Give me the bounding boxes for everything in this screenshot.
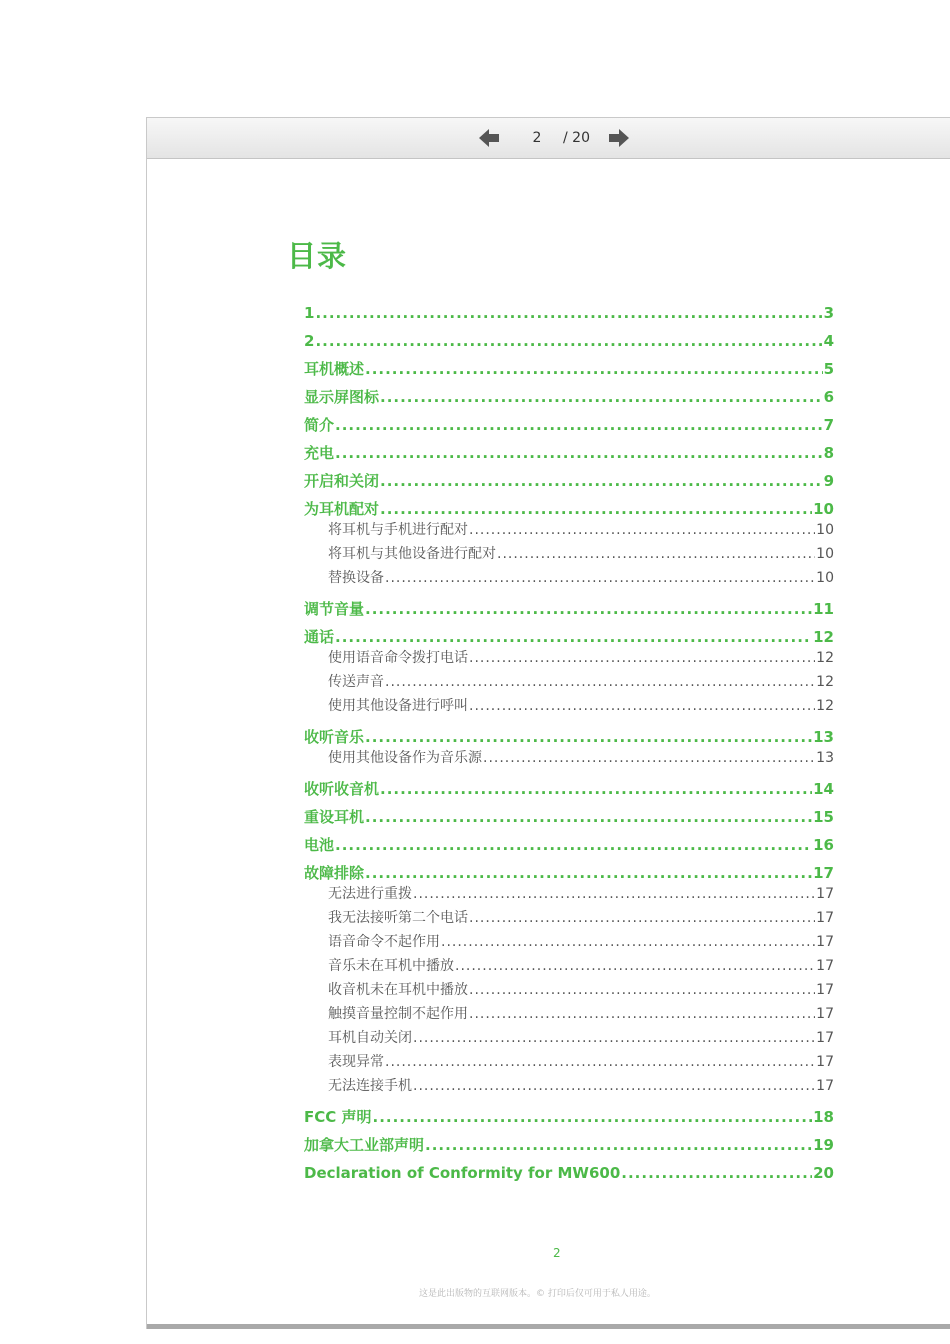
toc-entry[interactable]	[304, 1108, 834, 1126]
toc-dot-leader	[335, 836, 812, 854]
toc-subentry[interactable]	[304, 882, 834, 906]
toc-dot-leader	[483, 746, 815, 770]
toc-dot-leader	[365, 864, 812, 882]
toc-entry-label: 简介	[304, 416, 335, 434]
toc-entry-label: FCC 声明	[304, 1108, 372, 1126]
toc-dot-leader	[365, 360, 823, 378]
toc-entry-page: 9	[823, 472, 834, 490]
toc-entry-label: 触摸音量控制不起作用	[328, 1006, 468, 1022]
document-viewer	[146, 117, 950, 1329]
toc-dot-leader	[455, 954, 815, 978]
toc-entry-label: 收听音乐	[304, 728, 365, 746]
toc-dot-leader	[365, 808, 812, 826]
next-page-button[interactable]	[609, 129, 629, 147]
toc-entry-label: 音乐未在耳机中播放	[328, 958, 454, 974]
toc-dot-leader	[335, 416, 823, 434]
toc-entry-page: 3	[823, 304, 834, 322]
previous-page-button[interactable]	[479, 129, 499, 147]
toc-entry-label: Declaration of Conformity for MW600	[304, 1164, 621, 1182]
toc-entry-label: 重设耳机	[304, 808, 365, 826]
toc-entry-page: 17	[816, 1006, 834, 1022]
toc-dot-leader	[380, 388, 823, 406]
toc-entry-label: 表现异常	[328, 1054, 384, 1070]
toc-entry-label: 使用语音命令拨打电话	[328, 650, 468, 666]
toc-entry-label: 收音机未在耳机中播放	[328, 982, 468, 998]
toc-dot-leader	[315, 304, 822, 322]
toc-entry-page: 10	[816, 522, 834, 538]
footer-notice: 这是此出版物的互联网版本。© 打印后仅可用于私人用途。	[419, 1289, 656, 1299]
toc-entry-label: 耳机概述	[304, 360, 365, 378]
viewer-bottom-border	[147, 1324, 950, 1329]
toc-entry-page: 17	[816, 934, 834, 950]
toc-entry-label: 2	[304, 332, 315, 350]
toc-entry-page: 12	[816, 674, 834, 690]
toc-dot-leader	[469, 694, 815, 718]
toc-entry[interactable]	[304, 628, 834, 646]
toc-subentry[interactable]	[304, 670, 834, 694]
toc-entry-label: 充电	[304, 444, 335, 462]
toc-subentry[interactable]	[304, 1002, 834, 1026]
toc-dot-leader	[425, 1136, 812, 1154]
toc-entry[interactable]	[304, 332, 834, 350]
toc-entry-label: 耳机自动关闭	[328, 1030, 412, 1046]
toc-entry-label: 电池	[304, 836, 335, 854]
toc-entry-page: 15	[813, 808, 834, 826]
toc-entry[interactable]	[304, 836, 834, 854]
toc-entry-page: 13	[813, 728, 834, 746]
toc-entry[interactable]	[304, 304, 834, 322]
toc-entry-label: 将耳机与其他设备进行配对	[328, 546, 496, 562]
toc-subentry[interactable]	[304, 566, 834, 590]
toc-dot-leader	[380, 472, 823, 490]
toc-dot-leader	[621, 1164, 812, 1182]
toc-entry[interactable]	[304, 388, 834, 406]
toc-dot-leader	[441, 930, 815, 954]
toc-entry[interactable]	[304, 808, 834, 826]
page-number: 2	[553, 1246, 561, 1260]
toc-entry-label: 我无法接听第二个电话	[328, 910, 468, 926]
toc-entry-label: 为耳机配对	[304, 500, 380, 518]
toc-entry-page: 8	[823, 444, 834, 462]
toc-entry[interactable]	[304, 500, 834, 518]
toc-subentry[interactable]	[304, 906, 834, 930]
toc-dot-leader	[469, 1002, 815, 1026]
toc-dot-leader	[413, 882, 815, 906]
toc-entry-page: 12	[816, 698, 834, 714]
toc-entry[interactable]	[304, 416, 834, 434]
toc-entry-page: 4	[823, 332, 834, 350]
toc-entry-page: 5	[823, 360, 834, 378]
toc-dot-leader	[469, 518, 815, 542]
total-pages: / 20	[563, 130, 590, 146]
toc-entry-label: 传送声音	[328, 674, 384, 690]
page-navigation-toolbar	[147, 118, 950, 159]
toc-subentry[interactable]	[304, 1074, 834, 1098]
toc-entry-label: 显示屏图标	[304, 388, 380, 406]
toc-dot-leader	[413, 1074, 815, 1098]
toc-dot-leader	[380, 780, 812, 798]
toc-entry-label: 无法进行重拨	[328, 886, 412, 902]
toc-entry-page: 10	[816, 546, 834, 562]
toc-entry-label: 替换设备	[328, 570, 384, 586]
toc-dot-leader	[469, 978, 815, 1002]
toc-dot-leader	[335, 628, 812, 646]
arrow-left-icon	[479, 129, 499, 147]
toc-entry[interactable]	[304, 1136, 834, 1154]
toc-entry-page: 6	[823, 388, 834, 406]
toc-dot-leader	[380, 500, 812, 518]
toc-entry-page: 17	[816, 1054, 834, 1070]
toc-entry[interactable]	[304, 472, 834, 490]
toc-dot-leader	[315, 332, 822, 350]
toc-subentry[interactable]	[304, 694, 834, 718]
toc-dot-leader	[335, 444, 823, 462]
toc-entry-label: 故障排除	[304, 864, 365, 882]
toc-dot-leader	[413, 1026, 815, 1050]
toc-entry-page: 17	[813, 864, 834, 882]
toc-entry-page: 17	[816, 1030, 834, 1046]
toc-entry-page: 17	[816, 1078, 834, 1094]
toc-entry-label: 语音命令不起作用	[328, 934, 440, 950]
toc-entry-page: 18	[813, 1108, 834, 1126]
toc-dot-leader	[365, 728, 812, 746]
toc-entry-page: 17	[816, 886, 834, 902]
toc-entry-page: 10	[816, 570, 834, 586]
toc-entry[interactable]	[304, 864, 834, 882]
toc-entry-page: 17	[816, 982, 834, 998]
toc-entry-label: 使用其他设备作为音乐源	[328, 750, 482, 766]
toc-subentry[interactable]	[304, 518, 834, 542]
toc-subentry[interactable]	[304, 542, 834, 566]
toc-entry-label: 将耳机与手机进行配对	[328, 522, 468, 538]
toc-entry-page: 20	[813, 1164, 834, 1182]
toc-dot-leader	[365, 600, 812, 618]
toc-entry-label: 收听收音机	[304, 780, 380, 798]
toc-entry-page: 12	[813, 628, 834, 646]
toc-entry[interactable]	[304, 728, 834, 746]
toc-entry[interactable]	[304, 1164, 834, 1182]
toc-entry-page: 10	[813, 500, 834, 518]
toc-dot-leader	[469, 906, 815, 930]
toc-entry-label: 无法连接手机	[328, 1078, 412, 1094]
arrow-right-icon	[609, 129, 629, 147]
toc-entry-page: 14	[813, 780, 834, 798]
toc-dot-leader	[497, 542, 815, 566]
toc-entry[interactable]	[304, 360, 834, 378]
toc-subentry[interactable]	[304, 646, 834, 670]
toc-subentry[interactable]	[304, 1050, 834, 1074]
toc-entry-page: 17	[816, 910, 834, 926]
toc-entry-label: 使用其他设备进行呼叫	[328, 698, 468, 714]
toc-subentry[interactable]	[304, 1026, 834, 1050]
toc-subentry[interactable]	[304, 930, 834, 954]
toc-entry-page: 17	[816, 958, 834, 974]
toc-dot-leader	[469, 646, 815, 670]
toc-subentry[interactable]	[304, 746, 834, 770]
toc-entry[interactable]	[304, 444, 834, 462]
toc-dot-leader	[385, 1050, 815, 1074]
toc-entry-page: 16	[813, 836, 834, 854]
toc-entry-label: 1	[304, 304, 315, 322]
toc-entry-page: 19	[813, 1136, 834, 1154]
table-of-contents	[304, 304, 834, 1182]
toc-subentry[interactable]	[304, 954, 834, 978]
toc-subentry[interactable]	[304, 978, 834, 1002]
current-page-number[interactable]: 2	[532, 130, 542, 146]
toc-dot-leader	[385, 670, 815, 694]
toc-entry-page: 12	[816, 650, 834, 666]
toc-entry-label: 开启和关闭	[304, 472, 380, 490]
toc-entry[interactable]	[304, 780, 834, 798]
toc-dot-leader	[385, 566, 815, 590]
toc-entry-page: 7	[823, 416, 834, 434]
toc-entry-label: 通话	[304, 628, 335, 646]
toc-entry-page: 11	[813, 600, 834, 618]
toc-entry-label: 调节音量	[304, 600, 365, 618]
toc-entry-label: 加拿大工业部声明	[304, 1136, 425, 1154]
toc-entry[interactable]	[304, 600, 834, 618]
toc-title: 目录	[287, 239, 348, 273]
toc-entry-page: 13	[816, 750, 834, 766]
toc-dot-leader	[373, 1108, 813, 1126]
